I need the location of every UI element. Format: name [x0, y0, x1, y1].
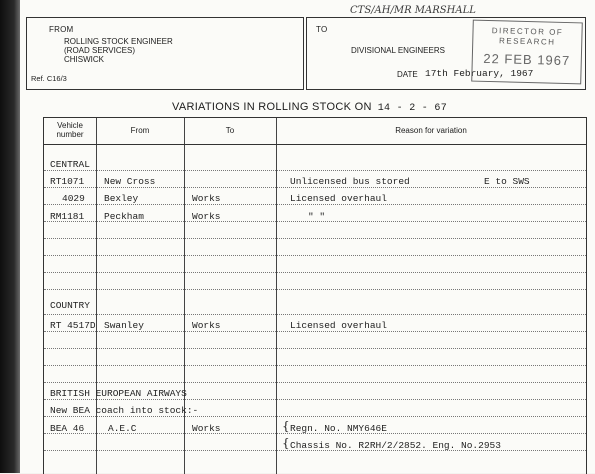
ruled-line: [44, 170, 586, 171]
bea-row-from: A.E.C: [108, 423, 137, 434]
ruled-line: [44, 255, 586, 256]
ruled-line: [44, 204, 586, 205]
country-row-1-to: Works: [192, 320, 221, 331]
stamp-line-2: RESEARCH: [498, 36, 556, 47]
from-line-3: CHISWICK: [64, 55, 104, 64]
ruled-line: [44, 399, 586, 400]
ruled-line: [44, 272, 586, 273]
header-to: To: [225, 126, 235, 135]
scanner-binding-edge: [0, 0, 20, 473]
to-value: DIVISIONAL ENGINEERS: [351, 46, 445, 55]
title-date: 14 - 2 - 67: [377, 103, 448, 114]
central-row-2-vehicle: 4029: [62, 193, 85, 204]
handwritten-circulation: CTS/AH/MR MARSHALL: [350, 5, 476, 16]
ruled-line: [44, 187, 586, 188]
header-vehicle-line-1: Vehicle: [57, 121, 83, 130]
ruled-line: [44, 382, 586, 383]
bea-row-vehicle: BEA 46: [50, 423, 85, 434]
section-label-bea: BRITISH EUROPEAN AIRWAYS: [50, 388, 187, 399]
stamp-date: 22 FEB 1967: [483, 50, 571, 69]
central-row-1-extra: E to SWS: [484, 176, 530, 187]
column-divider: [276, 118, 277, 474]
ruled-line: [44, 238, 586, 239]
country-row-1-from: Swanley: [104, 320, 144, 331]
central-row-2-from: Bexley: [104, 193, 139, 204]
reference-number: Ref. C16/3: [31, 74, 67, 83]
section-label-central: CENTRAL: [50, 159, 90, 170]
central-row-1-reason: Unlicensed bus stored: [290, 176, 410, 187]
stamp-line-1: DIRECTOR OF: [491, 26, 564, 37]
header-reason: Reason for variation: [395, 126, 467, 135]
from-label: FROM: [49, 25, 74, 34]
bea-row-reason-2: Chassis No. R2RH/2/2852. Eng. No.2953: [290, 440, 501, 451]
variations-table: [43, 117, 587, 474]
central-row-1-vehicle: RT1071: [50, 176, 85, 187]
from-line-1: ROLLING STOCK ENGINEER: [64, 37, 173, 46]
central-row-3-vehicle: RM1181: [50, 211, 85, 222]
from-line-2: (ROAD SERVICES): [64, 46, 135, 55]
date-value: 17th February, 1967: [425, 68, 534, 79]
header-from: From: [130, 126, 150, 135]
bea-row-reason-1: Regn. No. NMY646E: [290, 423, 387, 434]
to-label: TO: [316, 25, 328, 34]
header-vehicle-line-2: number: [56, 130, 84, 139]
ruled-line: [44, 289, 586, 290]
central-row-3-reason: " ": [308, 211, 326, 222]
central-row-1-from: New Cross: [104, 176, 156, 187]
central-row-3-to: Works: [192, 211, 221, 222]
reason-brace-icon: {: [282, 419, 290, 433]
country-row-1-reason: Licensed overhaul: [290, 320, 387, 331]
ruled-line: [44, 314, 586, 315]
central-row-2-to: Works: [192, 193, 221, 204]
ruled-line: [44, 348, 586, 349]
column-divider: [96, 118, 97, 474]
central-row-2-reason: Licensed overhaul: [290, 193, 387, 204]
bea-row-to: Works: [192, 423, 221, 434]
ruled-line: [44, 331, 586, 332]
bea-note: New BEA coach into stock:-: [50, 405, 199, 416]
date-label: DATE: [397, 70, 418, 79]
header-divider: [44, 144, 586, 145]
reason-brace-icon: {: [282, 436, 290, 450]
central-row-3-from: Peckham: [104, 211, 144, 222]
ruled-line: [44, 365, 586, 366]
section-label-country: COUNTRY: [50, 300, 90, 311]
country-row-1-vehicle: RT 4517D: [50, 320, 96, 331]
page-title: [172, 101, 447, 114]
received-stamp: [471, 20, 583, 85]
title-text: VARIATIONS IN ROLLING STOCK ON: [172, 101, 372, 113]
from-box: [26, 17, 304, 90]
ruled-line: [44, 416, 586, 417]
column-divider: [184, 118, 185, 474]
